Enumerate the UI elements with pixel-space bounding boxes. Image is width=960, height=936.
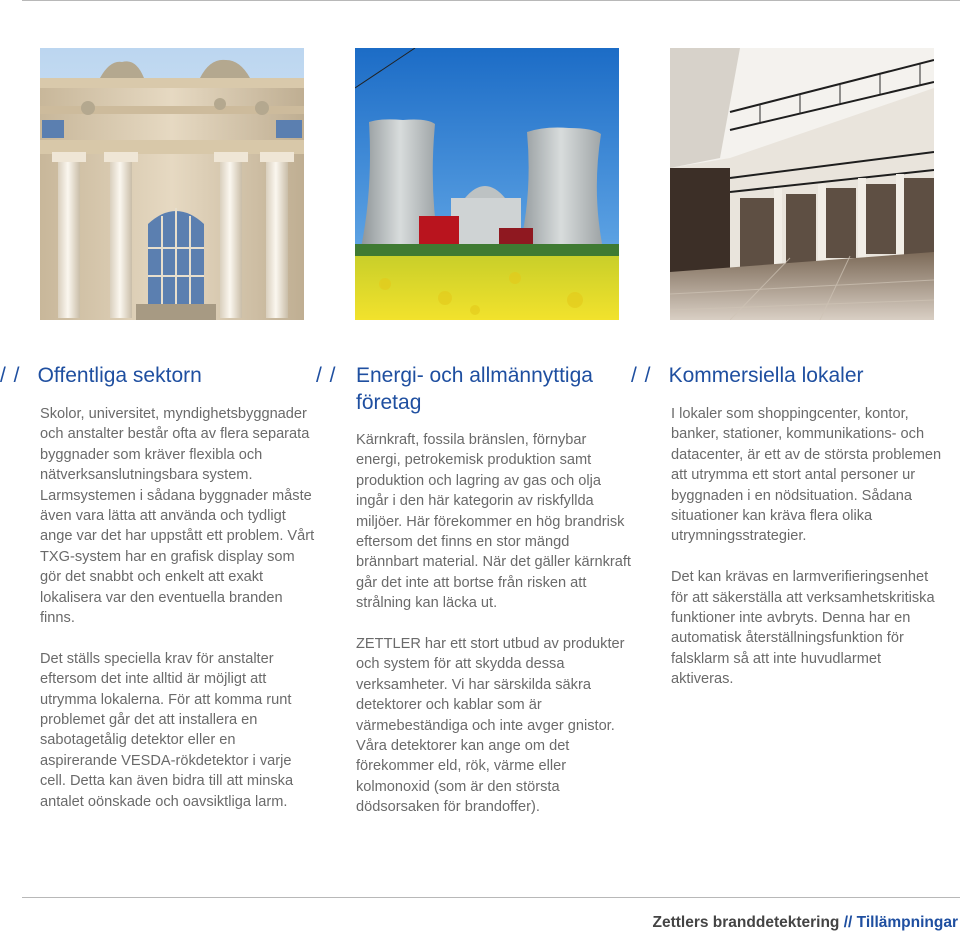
shopping-mall-photo — [670, 48, 934, 320]
heading-slashes: / / — [631, 364, 652, 387]
heading-text: Kommersiella lokaler — [668, 364, 864, 387]
body-paragraph: Det ställs speciella krav för anstalter eftersom det inte alltid är möjligt att utrymma lokalerna. För att komma runt problemet går det att installera en sabotagetålig detektor eller en aspirerande VESDA-rökdetektor i varje cell. Detta kan även bidra till att minska antalet oönskade och oavsiktliga larm. — [40, 650, 294, 810]
heading-text: Offentliga sektorn — [37, 364, 202, 387]
heading-text: Energi- och allmännyttiga företag — [356, 364, 593, 414]
body-paragraph: Kärnkraft, fossila bränslen, förnybar energi, petrokemisk produktion samt produktion och lagring av gas och olja ingår i den här kategorin av riskfyllda miljöer. Här förekommer en hög brandrisk eftersom det finns en stor mängd brännbart material. När det gäller kärnkraft går det inte att bortse från risken att strålning kan läcka ut. — [356, 432, 631, 612]
body-paragraph: I lokaler som shoppingcenter, kontor, banker, stationer, kommunikations- och datacenter, är ett av de största problemen att utrymma ett stort antal personer ur byggnaden i en nödsituation. Sådana situationer kan kräva flera olika utrymningsstrategier. — [671, 406, 942, 545]
palace-facade-photo — [40, 48, 304, 320]
bottom-rule — [22, 897, 960, 898]
footer-brand: Zettlers branddetektering — [652, 914, 840, 931]
body-paragraph: ZETTLER har ett stort utbud av produkter och system för att skydda dessa verksamheter. Vi har särskilda säkra detektorer och kablar som är värmebeständiga och inte avger gnistor. Våra detektorer kan ange om det förekommer eld, rök, värme eller kolmonoxid (som är den största dödsorsaken för brandoffer). — [356, 636, 625, 816]
column-heading — [316, 362, 598, 416]
power-plant-photo — [355, 48, 619, 320]
footer-separator: // — [843, 914, 853, 931]
heading-slashes: / / — [0, 364, 21, 387]
top-rule — [22, 0, 960, 1]
column-energy-utilities — [316, 362, 631, 838]
footer-section: Tillämpningar — [856, 914, 958, 931]
column-heading — [0, 362, 282, 390]
body-paragraph: Skolor, universitet, myndighetsbyggnader och anstalter består ofta av flera separata byggnader som kräver flexibla och nätverksanslutningsbara system. Larmsystemen i sådana byggnader måste även vara lätta att använda och tydligt ange var det har uppstått ett problem. Vårt TXG-system har en grafisk display som gör det snabbt och enkelt att exakt lokalisera var den eventuella branden finns. — [40, 406, 315, 627]
column-heading — [631, 362, 913, 390]
column-commercial-premises — [631, 362, 942, 710]
body-paragraph: Det kan krävas en larmverifieringsenhet för att säkerställa att verksamhetskritiska funktioner inte avbryts. Denna har en automatisk återställningsfunktion för falsklarm så att inte huvudlarmet aktiveras. — [671, 569, 935, 688]
page-footer — [653, 914, 959, 932]
column-public-sector — [0, 362, 315, 833]
heading-slashes: / / — [316, 364, 337, 387]
